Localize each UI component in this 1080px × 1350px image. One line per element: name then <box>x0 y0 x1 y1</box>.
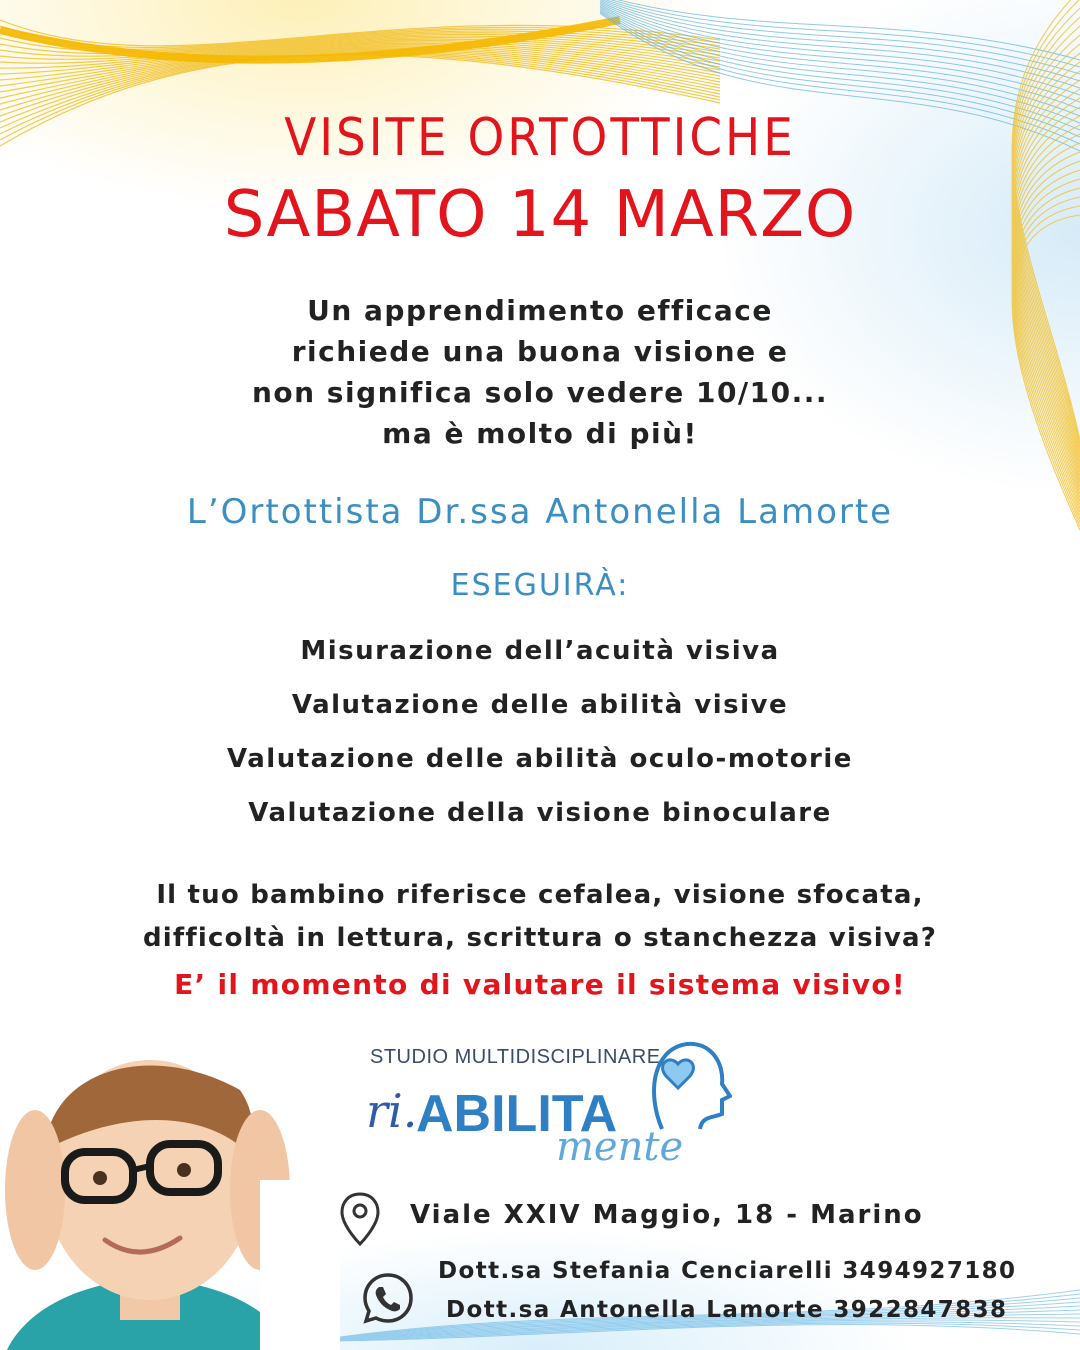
location-pin-icon <box>338 1190 382 1248</box>
decorative-line <box>600 0 1080 81</box>
service-item: Valutazione delle abilità visive <box>291 690 789 720</box>
contact-antonella: Dott.sa Antonella Lamorte 3922847838 <box>446 1297 1008 1323</box>
intro-text <box>0 290 1080 454</box>
logo-studio-text: STUDIO MULTIDISCIPLINARE <box>370 1046 661 1068</box>
event-date: SABATO 14 MARZO <box>223 178 857 252</box>
service-item: Valutazione delle abilità oculo-motorie <box>227 744 853 774</box>
call-to-action: E’ il momento di valutare il sistema visivo! <box>174 968 906 1001</box>
intro-line: non significa solo vedere 10/10... <box>251 376 829 409</box>
logo-abilita-text: ABILITA <box>416 1085 618 1143</box>
question-text <box>0 874 1080 960</box>
logo-mente-text: mente <box>556 1124 684 1170</box>
child-with-glasses-image <box>0 1040 340 1350</box>
intro-line: ma è molto di più! <box>382 417 698 450</box>
intro-line: richiede una buona visione e <box>291 335 789 368</box>
studio-logo <box>360 1032 760 1172</box>
service-item: Valutazione della visione binoculare <box>248 798 832 828</box>
service-item: Misurazione dell’acuità visiva <box>300 636 780 666</box>
logo-ri-text: ri. <box>366 1084 418 1138</box>
decorative-line <box>600 6 1080 116</box>
address-text: Viale XXIV Maggio, 18 - Marino <box>410 1200 924 1230</box>
page-title: VISITE ORTOTTICHE <box>284 108 796 168</box>
question-line: difficoltà in lettura, scrittura o stanchezza visiva? <box>142 923 938 953</box>
intro-line: Un apprendimento efficace <box>307 294 773 327</box>
services-list <box>0 628 1080 844</box>
doctor-name: L’Ortottista Dr.ssa Antonella Lamorte <box>186 492 894 532</box>
doctor-action: ESEGUIRÀ: <box>450 568 630 603</box>
contact-stefania: Dott.sa Stefania Cenciarelli 3494927180 <box>438 1258 1017 1284</box>
question-line: Il tuo bambino riferisce cefalea, visione sfocata, <box>156 880 924 910</box>
decorative-line <box>600 1 1080 88</box>
whatsapp-phone-icon <box>360 1270 416 1326</box>
